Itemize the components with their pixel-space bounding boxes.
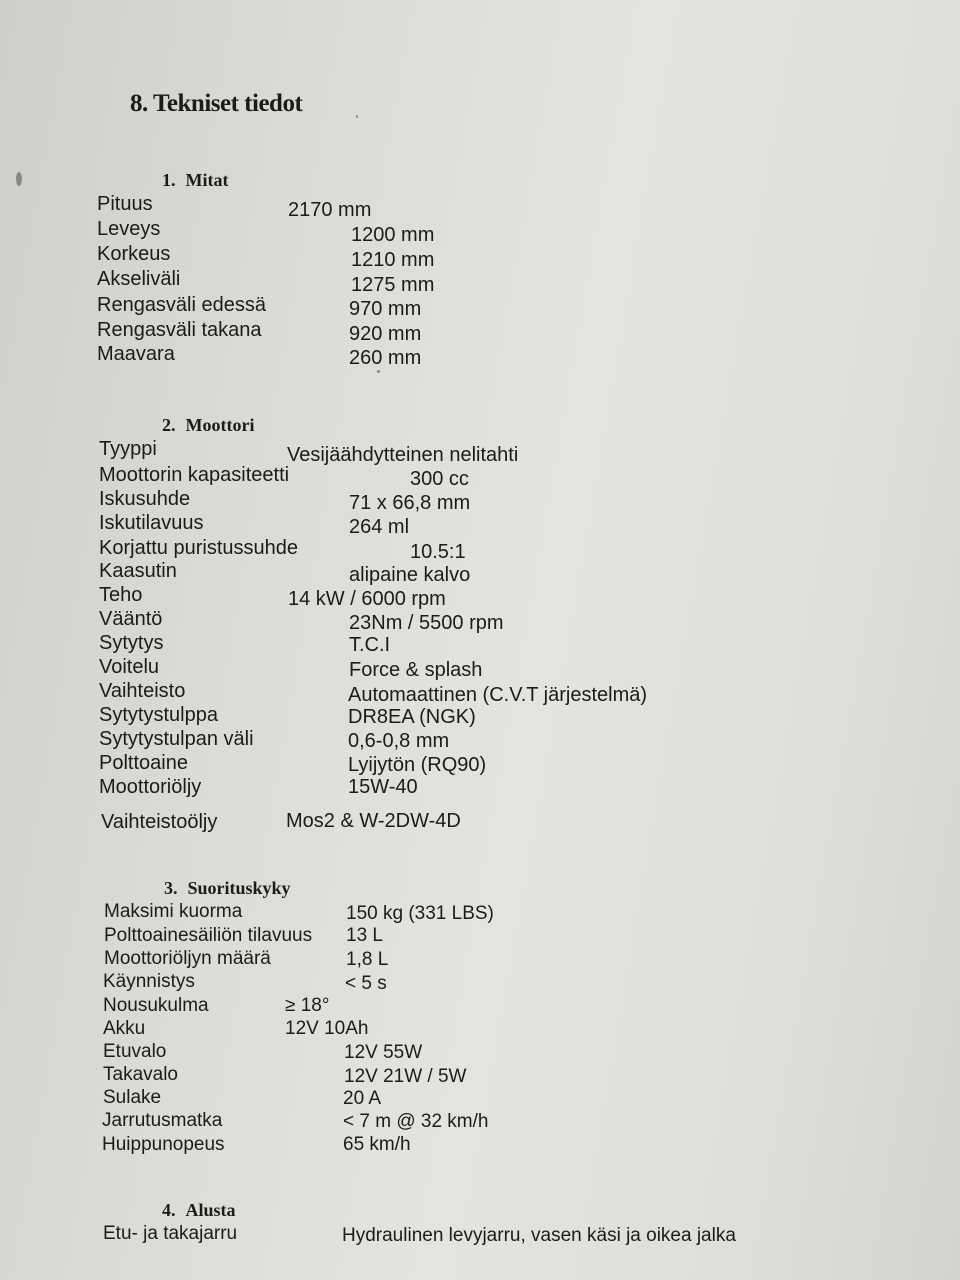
spec-value: 15W-40: [348, 776, 418, 798]
spec-label: Käynnistys: [103, 971, 195, 992]
spec-row: [0, 1086, 960, 1110]
spec-row: [0, 342, 960, 369]
section-number: 2.: [162, 415, 176, 435]
spec-label: Tyyppi: [99, 438, 157, 460]
spec-row: [0, 1109, 960, 1133]
spec-value: Hydraulinen levyjarru, vasen käsi ja oikea jalka: [342, 1225, 736, 1246]
spec-label: Sulake: [103, 1087, 162, 1108]
section-number: 4.: [162, 1200, 176, 1220]
spec-value: < 5 s: [345, 973, 387, 994]
spec-label: Nousukulma: [103, 995, 209, 1016]
spec-value: ≥ 18°: [285, 995, 330, 1016]
spec-label: Huippunopeus: [102, 1134, 225, 1155]
spec-value: 1275 mm: [351, 274, 435, 296]
spec-value: 0,6-0,8 mm: [348, 730, 450, 752]
section-number: 3.: [164, 878, 178, 898]
spec-value: 12V 21W / 5W: [344, 1066, 467, 1087]
spec-row: [0, 1063, 960, 1087]
spec-row: [0, 607, 960, 634]
spec-value: 2170 mm: [288, 199, 372, 221]
spec-value: 920 mm: [349, 323, 422, 345]
spec-row: [0, 727, 960, 751]
spec-row: [0, 994, 960, 1018]
paper-speck: [16, 172, 22, 186]
spec-row: [0, 242, 960, 271]
spec-row: [0, 679, 960, 706]
spec-row: [0, 437, 960, 466]
spec-row: [0, 1222, 960, 1246]
spec-label: Akku: [103, 1018, 146, 1039]
spec-value: 23Nm / 5500 rpm: [349, 612, 504, 634]
spec-row: [0, 511, 960, 538]
spec-value: 970 mm: [349, 298, 422, 320]
spec-value: 13 L: [346, 925, 383, 946]
section-number: 1.: [162, 170, 176, 190]
spec-label: Pituus: [97, 193, 153, 215]
paper-speck: [377, 370, 380, 373]
section-heading-mitat: [162, 170, 228, 191]
spec-value: 1,8 L: [346, 949, 389, 970]
spec-row: [0, 217, 960, 246]
spec-row: [0, 631, 960, 655]
spec-row: [0, 192, 960, 221]
spec-label: Etuvalo: [103, 1041, 167, 1062]
spec-label: Rengasväli edessä: [97, 294, 266, 316]
spec-value: 300 cc: [410, 468, 469, 490]
spec-value: < 7 m @ 32 km/h: [343, 1111, 489, 1132]
spec-value: 10.5:1: [410, 541, 466, 563]
spec-label: Polttoaine: [99, 752, 188, 774]
section-heading-alusta: [162, 1200, 236, 1221]
spec-value: 260 mm: [349, 347, 422, 369]
spec-value: 150 kg (331 LBS): [346, 903, 494, 924]
spec-row: [0, 655, 960, 679]
spec-value: 71 x 66,8 mm: [349, 492, 471, 514]
spec-row: [0, 559, 960, 586]
spec-value: 1200 mm: [351, 224, 435, 246]
spec-row: [0, 293, 960, 320]
spec-row: [0, 947, 960, 971]
spec-value: 1210 mm: [351, 249, 435, 271]
spec-label: Kaasutin: [99, 560, 177, 582]
spec-row: [0, 1040, 960, 1064]
spec-row: [0, 267, 960, 296]
section-title: Alusta: [185, 1200, 236, 1220]
spec-label: Vaihteisto: [99, 680, 186, 702]
spec-row: [0, 318, 960, 345]
spec-row: [0, 463, 960, 490]
spec-value: 264 ml: [349, 516, 410, 538]
spec-value: 20 A: [343, 1088, 382, 1109]
spec-label: Sytytystulpan väli: [99, 728, 254, 750]
spec-row: [0, 703, 960, 727]
spec-row: [0, 970, 960, 994]
spec-value: Vesijäähdytteinen nelitahti: [287, 444, 519, 466]
spec-label: Rengasväli takana: [97, 319, 262, 341]
spec-value: 12V 10Ah: [285, 1018, 369, 1039]
section-title: Moottori: [185, 415, 255, 435]
section-heading-suorituskyky: [164, 878, 291, 899]
page-title: 8. Tekniset tiedot: [130, 90, 303, 117]
spec-label: Jarrutusmatka: [102, 1110, 223, 1131]
section-heading-moottori: [162, 415, 254, 436]
spec-row: [0, 1017, 960, 1041]
spec-label: Voitelu: [99, 656, 160, 678]
spec-row: [0, 900, 960, 924]
spec-value: 12V 55W: [344, 1042, 423, 1063]
spec-value: Automaattinen (C.V.T järjestelmä): [348, 684, 648, 706]
spec-row: [0, 775, 960, 799]
spec-label: Etu- ja takajarru: [103, 1223, 238, 1244]
spec-label: Moottoriöljyn määrä: [104, 948, 271, 969]
spec-row: [0, 487, 960, 514]
spec-value: 14 kW / 6000 rpm: [288, 588, 446, 610]
spec-label: Vaihteistoöljy: [101, 811, 218, 833]
spec-label: Takavalo: [103, 1064, 178, 1085]
spec-row: [0, 536, 960, 563]
spec-label: Moottorin kapasiteetti: [99, 464, 290, 486]
spec-label: Sytytys: [99, 632, 164, 654]
spec-value: Mos2 & W-2DW-4D: [286, 810, 461, 832]
spec-label: Sytytystulppa: [99, 704, 218, 726]
section-title: Suorituskyky: [187, 878, 291, 898]
spec-value: 65 km/h: [343, 1134, 411, 1155]
spec-label: Vääntö: [99, 608, 163, 630]
paper-speck: [356, 115, 358, 118]
spec-label: Korkeus: [97, 243, 171, 265]
spec-value: DR8EA (NGK): [348, 706, 476, 728]
spec-row: [0, 583, 960, 610]
spec-value: T.C.I: [349, 634, 391, 656]
spec-label: Polttoainesäiliön tilavuus: [104, 925, 313, 946]
spec-label: Moottoriöljy: [99, 776, 202, 798]
spec-label: Maavara: [97, 343, 175, 365]
spec-label: Teho: [99, 584, 143, 606]
spec-label: Iskutilavuus: [99, 512, 204, 534]
spec-row: [0, 924, 960, 948]
spec-row: [0, 810, 960, 834]
spec-label: Iskusuhde: [99, 488, 191, 510]
spec-label: Leveys: [97, 218, 161, 240]
spec-label: Korjattu puristussuhde: [99, 537, 299, 559]
spec-label: Akseliväli: [97, 268, 181, 290]
spec-row: [0, 1133, 960, 1157]
spec-value: Force & splash: [349, 659, 483, 681]
spec-label: Maksimi kuorma: [104, 901, 243, 922]
spec-row: [0, 751, 960, 775]
spec-value: Lyijytön (RQ90): [348, 754, 487, 776]
spec-value: alipaine kalvo: [349, 564, 471, 586]
section-title: Mitat: [185, 170, 229, 190]
